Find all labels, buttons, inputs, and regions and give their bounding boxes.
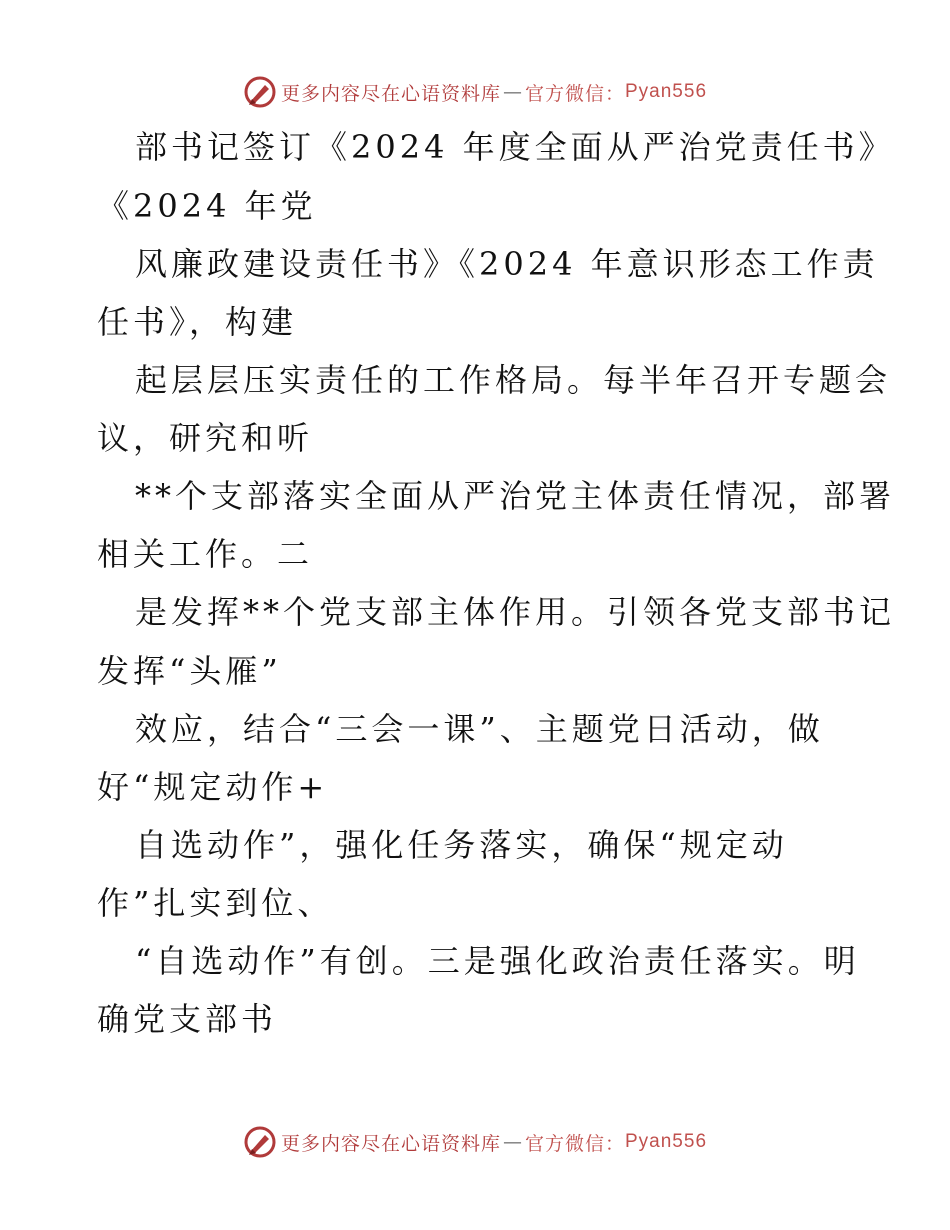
banner-wechat-label: 官方微信：: [524, 1132, 625, 1155]
text-line: 部书记签订《2024 年度全面从严治党责任书》: [135, 128, 895, 166]
text-line: 好“规定动作+: [97, 768, 329, 806]
text-line: **个支部落实全面从严治党主体责任情况，部署: [135, 477, 896, 515]
pen-logo-icon: [243, 1125, 277, 1159]
banner-wechat-label: 官方微信：: [524, 82, 625, 105]
text-line: 作”扎实到位、: [97, 884, 334, 922]
text-line: 是发挥**个党支部主体作用。引领各党支部书记: [135, 593, 896, 631]
text-line: 效应，结合“三会一课”、主题党日活动，做: [135, 710, 824, 748]
text-line: 起层层压实责任的工作格局。每半年召开专题会: [135, 361, 892, 399]
banner-separator: —: [502, 1131, 523, 1153]
banner-wechat-id: Pyan556: [625, 1131, 708, 1152]
text-line: 风廉政建设责任书》《2024 年意识形态工作责: [135, 245, 879, 283]
text-line: 发挥“头雁”: [97, 652, 282, 690]
banner-separator: —: [502, 81, 523, 103]
text-line: 议，研究和听: [97, 419, 314, 457]
banner-title: 更多内容尽在心语资料库: [280, 82, 501, 105]
text-line: “自选动作”有创。三是强化政治责任落实。明: [135, 942, 860, 980]
text-line: 《2024 年党: [97, 187, 317, 225]
text-line: 自选动作”，强化任务落实，确保“规定动: [135, 826, 788, 864]
text-line: 相关工作。二: [97, 535, 314, 573]
text-line: 任书》，构建: [97, 303, 298, 341]
banner-title: 更多内容尽在心语资料库: [280, 1132, 501, 1155]
pen-logo-icon: [243, 75, 277, 109]
footer-watermark-banner: [0, 1122, 950, 1162]
text-line: 确党支部书: [97, 1000, 278, 1038]
banner-wechat-id: Pyan556: [625, 81, 708, 102]
header-watermark-banner: [0, 72, 950, 112]
